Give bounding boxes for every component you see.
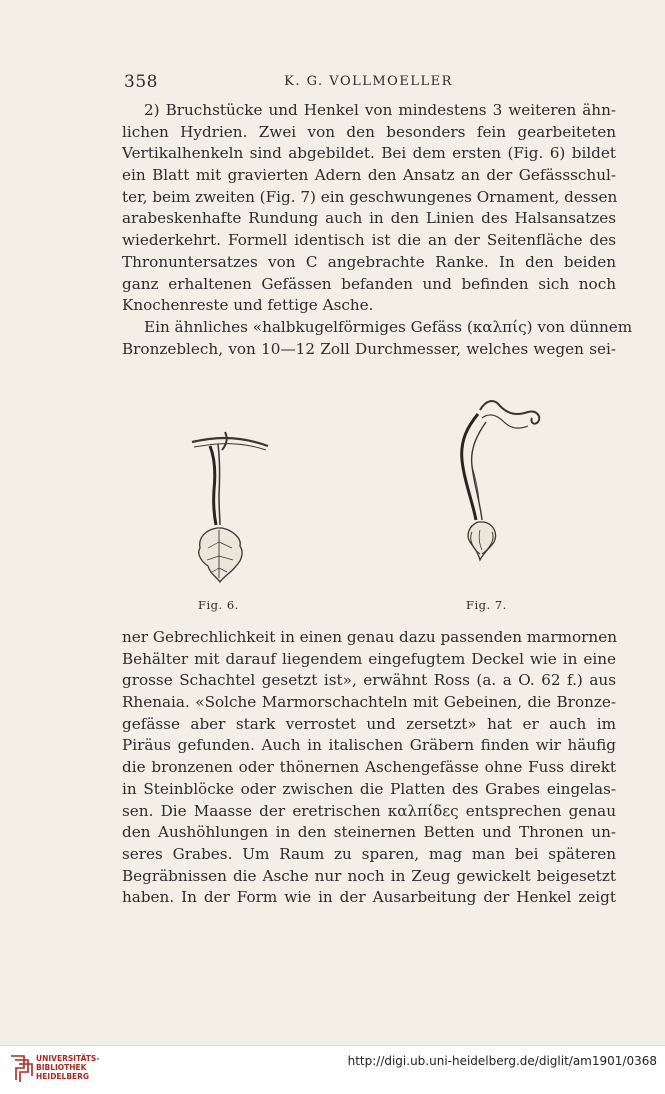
paragraph-top — [122, 100, 633, 360]
text-line: in Steinblöcke oder zwischen die Platten des Grabes eingelas- — [122, 779, 616, 798]
text-line: Rhenaia. «Solche Marmorschachteln mit Gebeinen, die Bronze- — [122, 693, 616, 712]
text-line: Ein ähnliches «halbkugelförmiges Gefäss (καλπίς) von dünnem — [144, 317, 633, 336]
library-logo-icon — [8, 1052, 34, 1084]
text-line: die bronzenen oder thönernen Aschengefässe ohne Fuss direkt — [122, 758, 616, 777]
text-line: sen. Die Maasse der eretrischen καλπίδες entsprechen genau — [122, 801, 616, 820]
page-number: 358 — [124, 72, 158, 92]
text-line: Bronzeblech, von 10—12 Zoll Durchmesser, welches wegen sei- — [122, 339, 616, 358]
logo-line: BIBLIOTHEK — [36, 1063, 87, 1072]
text-line: ein Blatt mit gravierten Adern den Ansatz an der Gefässschul- — [122, 166, 616, 185]
fig6-drawing — [192, 432, 268, 582]
text-line: grosse Schachtel gesetzt ist», erwähnt Ross (a. a O. 62 f.) aus — [122, 671, 616, 690]
figure-6-handle-leaf — [180, 420, 280, 590]
text-line: gefässe aber stark verrostet und zersetzt» hat er auch im — [122, 714, 616, 733]
logo-line: HEIDELBERG — [36, 1072, 90, 1081]
text-line: haben. In der Form wie in der Ausarbeitung der Henkel zeigt — [122, 888, 616, 907]
figure-7-handle-arabesque — [438, 390, 558, 590]
text-line: ganz erhaltenen Gefässen befanden und befinden sich noch — [122, 274, 616, 293]
logo-line: UNIVERSITÄTS- — [36, 1054, 100, 1063]
fig7-caption: Fig. 7. — [466, 598, 507, 612]
running-head — [124, 72, 613, 94]
text-line: Knochenreste und fettige Asche. — [122, 296, 374, 315]
footer-url[interactable]: http://digi.ub.uni-heidelberg.de/diglit/am1901/0368 — [347, 1054, 657, 1068]
text-line: Piräus gefunden. Auch in italischen Gräbern finden wir häufig — [122, 736, 616, 755]
text-line: 2) Bruchstücke und Henkel von mindestens 3 weiteren ähn- — [144, 101, 616, 119]
fig7-drawing — [462, 401, 540, 560]
library-logo-text — [36, 1054, 99, 1081]
text-line: lichen Hydrien. Zwei von den besonders fein gearbeiteten — [122, 122, 616, 141]
running-head-author: K. G. VOLLMOELLER — [284, 74, 453, 89]
text-line: den Aushöhlungen in den steinernen Betten und Thronen un- — [122, 823, 616, 842]
text-line: ner Gebrechlichkeit in einen genau dazu passenden marmornen — [122, 628, 617, 646]
fig6-caption: Fig. 6. — [198, 598, 239, 612]
text-line: arabeskenhafte Rundung auch in den Linien des Halsansatzes — [122, 209, 616, 228]
text-line: Vertikalhenkeln sind abgebildet. Bei dem ersten (Fig. 6) bildet — [122, 144, 616, 163]
text-line: seres Grabes. Um Raum zu sparen, mag man bei späteren — [122, 844, 616, 863]
text-line: Thronuntersatzes von C angebrachte Ranke. In den beiden — [122, 252, 616, 271]
text-line: wiederkehrt. Formell identisch ist die an der Seitenfläche des — [122, 231, 616, 250]
text-line: Behälter mit darauf liegendem eingefugtem Deckel wie in eine — [122, 649, 616, 668]
text-line: Begräbnissen die Asche nur noch in Zeug gewickelt beigesetzt — [122, 866, 616, 885]
paragraph-bottom — [122, 627, 616, 909]
text-line: ter, beim zweiten (Fig. 7) ein geschwungenes Ornament, dessen — [122, 187, 618, 206]
footer-bar — [0, 1045, 665, 1094]
